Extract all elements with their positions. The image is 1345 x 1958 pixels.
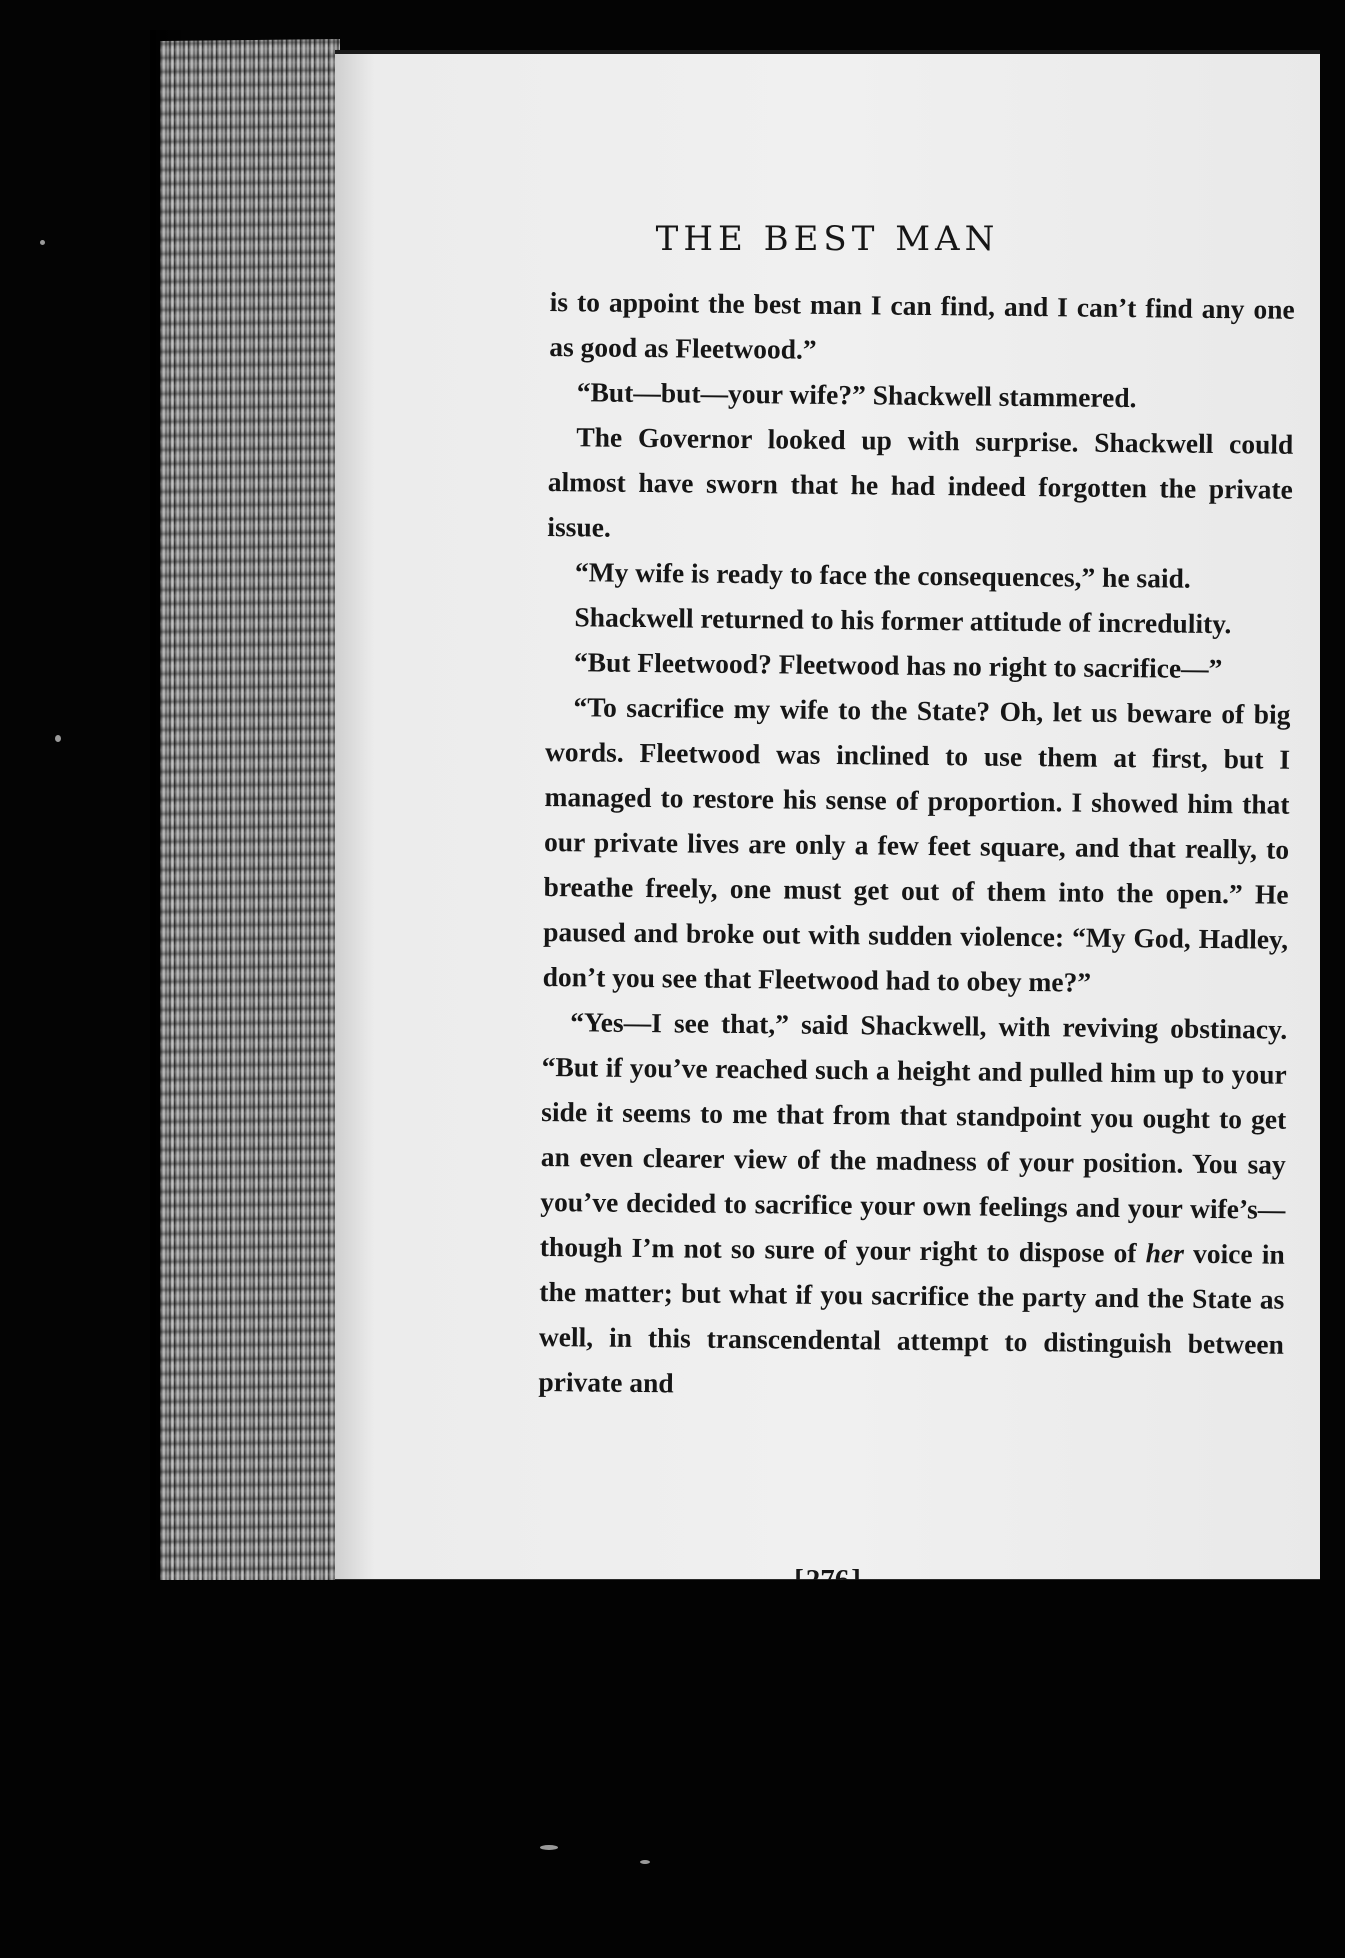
paragraph-6: “But Fleetwood? Fleetwood has no right to sacrifice—” (573, 646, 1223, 685)
dust-speck (55, 735, 61, 742)
paragraph-5: Shackwell returned to his former attitude of incredulity. (574, 601, 1232, 640)
dust-speck (640, 1860, 650, 1864)
dust-speck (540, 1845, 558, 1850)
paragraph-3: The Governor looked up with surprise. Shackwell could almost have sworn that he had indeed forgotten the private issue. (547, 421, 1294, 543)
paragraph-2: “But—but—your wife?” Shackwell stammered. (576, 376, 1137, 414)
dust-speck (40, 240, 45, 245)
emphasis-her: her (1145, 1237, 1185, 1269)
running-head: THE BEST MAN (655, 219, 1000, 259)
paragraph-1: is to appoint the best man I can find, and I can’t find any one as good as Fleetwood.” (549, 285, 1295, 365)
page-sheet (335, 50, 1320, 1582)
paragraph-8: “Yes—I see that,” said Shackwell, with reviving obstinacy. “But if you’ve reached such a height and pulled him up to your side it seems to me that from that standpoint you ought to get an even clearer view of the madness of your position. You say you’ve decided to sacrifice your own feelings and your wife’s—though I’m not so sure of your right to dispose of her voice in the matter; but what if you sacrifice the party and the State as well, in this transcendental attempt to distinguish between private and (538, 1006, 1288, 1399)
paragraph-4: “My wife is ready to face the consequences,” he said. (574, 556, 1191, 594)
book-page-edges (160, 39, 340, 1601)
paragraph-7: “To sacrifice my wife to the State? Oh, let us beware of big words. Fleetwood was inclined to use them at first, but I managed to restore his sense of proportion. I showed him that our private lives are only a few feet square, and that really, to breathe freely, one must get out of them into the open.” He paused and broke out with sudden violence: “My God, Hadley, don’t you see that Fleetwood had to obey me?” (542, 691, 1291, 998)
scan-background-bottom (0, 1580, 1345, 1958)
body-text (538, 279, 1295, 1412)
